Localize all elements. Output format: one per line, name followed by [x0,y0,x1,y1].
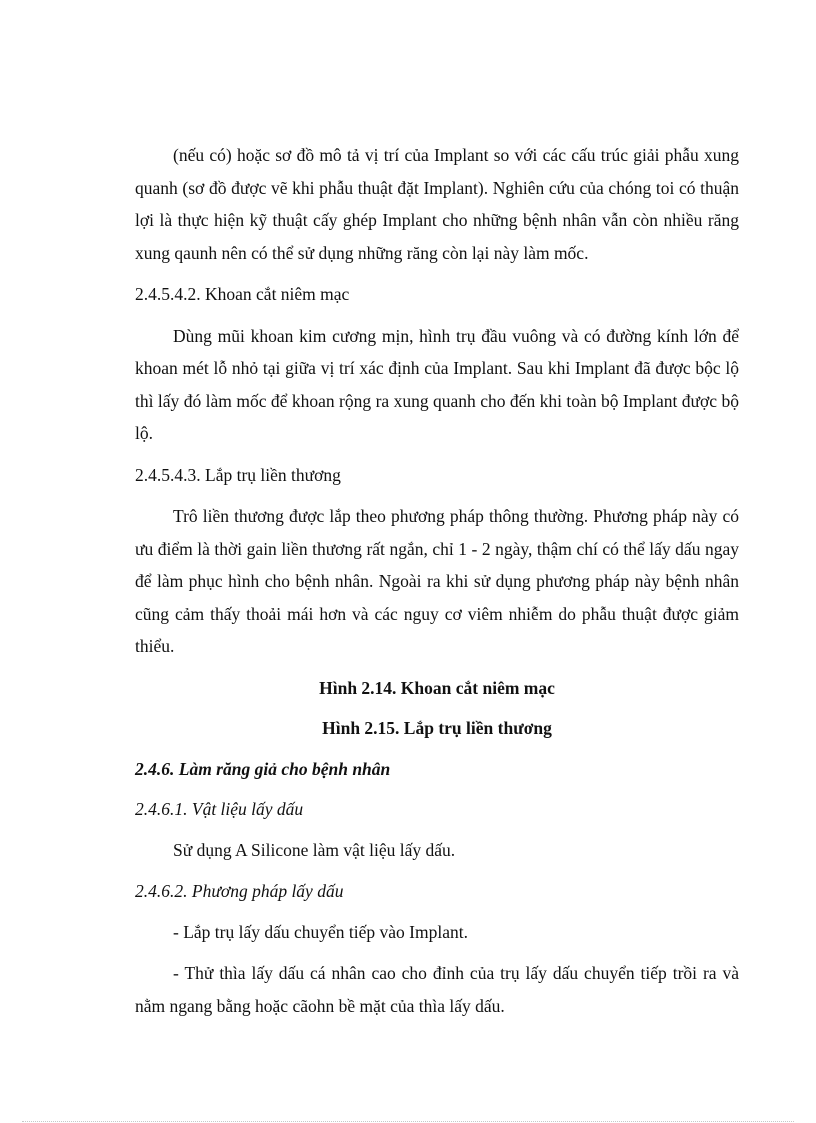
paragraph-step-2: - Thử thìa lấy dấu cá nhân cao cho đỉnh của trụ lấy dấu chuyển tiếp trồi ra và nằm ngang bằng hoặc cãohn bề mặt của thìa lấy dấu. [135,963,739,1016]
paragraph-step-1: - Lắp trụ lấy dấu chuyển tiếp vào Implant. [173,921,468,942]
paragraph-healing-abutment: Trô liền thương được lắp theo phương pháp thông thường. Phương pháp này có ưu điểm là thời gain liền thương rất ngắn, chỉ 1 - 2 ngày, thậm chí có thể lấy dấu ngay để làm phục hình cho bệnh nhân. Ngoài ra khi sử dụng phương pháp này bệnh nhân cũng cảm thấy thoải mái hơn và các nguy cơ viêm nhiễm do phẫu thuật được giảm thiểu. [135,506,739,656]
paragraph-mucosa-drilling: Dùng mũi khoan kim cương mịn, hình trụ đầu vuông và có đường kính lớn để khoan mét lỗ nhỏ tại giữa vị trí xác định của Implant. Sau khi Implant đã được bộc lộ thì lấy đó làm mốc để khoan rộng ra xung quanh cho đến khi toàn bộ Implant được bộ lộ. [135,325,739,443]
section-heading-2-4-6: 2.4.6. Làm răng giả cho bệnh nhân [135,758,391,779]
paragraph-implant-position: (nếu có) hoặc sơ đồ mô tả vị trí của Implant so với các cấu trúc giải phẫu xung quanh (sơ đồ được vẽ khi phẫu thuật đặt Implant). Nghiên cứu của chóng toi có thuận lợi là thực hiện kỹ thuật cấy ghép Implant cho những bệnh nhân vẫn còn nhiều răng xung qaunh nên có thể sử dụng những răng còn lại này làm mốc. [135,145,739,263]
figure-caption-2-14: Hình 2.14. Khoan cắt niêm mạc [319,677,555,698]
paragraph-impression-material: Sử dụng A Silicone làm vật liệu lấy dấu. [173,839,456,860]
subsection-heading-2-4-6-1: 2.4.6.1. Vật liệu lấy dấu [135,799,304,819]
section-heading-2-4-5-4-3: 2.4.5.4.3. Lắp trụ liền thương [135,464,341,485]
page-bottom-divider [22,1121,794,1122]
page-content [135,139,739,1022]
subsection-heading-2-4-6-2: 2.4.6.2. Phương pháp lấy dấu [135,881,344,901]
figure-caption-2-15: Hình 2.15. Lắp trụ liền thương [322,718,552,738]
section-heading-2-4-5-4-2: 2.4.5.4.2. Khoan cắt niêm mạc [135,284,350,304]
